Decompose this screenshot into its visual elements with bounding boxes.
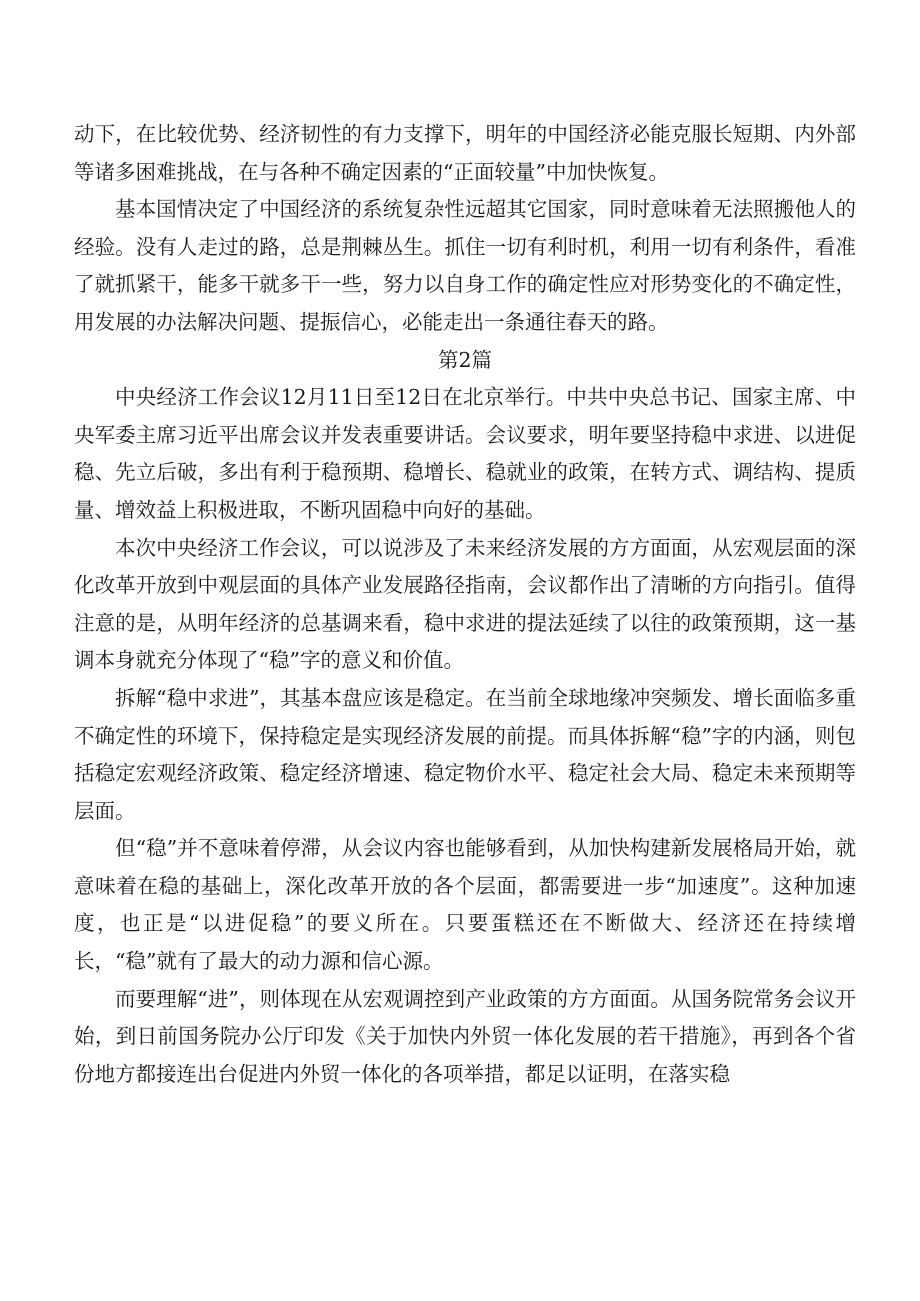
document-body xyxy=(74,116,856,1093)
section-heading: 第2篇 xyxy=(437,347,493,372)
paragraph: 本次中央经济工作会议，可以说涉及了未来经济发展的方方面面，从宏观层面的深化改革开放到中观层面的具体产业发展路径指南，会议都作出了清晰的方向指引。值得注意的是，从明年经济的总基调来看，稳中求进的提法延续了以往的政策预期，这一基调本身就充分体现了“稳”字的意义和价值。 xyxy=(74,535,856,673)
paragraph: 拆解“稳中求进”，其基本盘应该是稳定。在当前全球地缘冲突频发、增长面临多重不确定性的环境下，保持稳定是实现经济发展的前提。而具体拆解“稳”字的内涵，则包括稳定宏观经济政策、稳定经济增速、稳定物价水平、稳定社会大局、稳定未来预期等层面。 xyxy=(74,685,856,823)
paragraph-continued: 动下，在比较优势、经济韧性的有力支撑下，明年的中国经济必能克服长短期、内外部等诸多困难挑战，在与各种不确定因素的“正面较量”中加快恢复。 xyxy=(74,122,856,184)
paragraph: 中央经济工作会议12月11日至12日在北京举行。中共中央总书记、国家主席、中央军委主席习近平出席会议并发表重要讲话。会议要求，明年要坚持稳中求进、以进促稳、先立后破，多出有利于稳预期、稳增长、稳就业的政策，在转方式、调结构、提质量、增效益上积极进取，不断巩固稳中向好的基础。 xyxy=(74,385,856,522)
paragraph: 但“稳”并不意味着停滞，从会议内容也能够看到，从加快构建新发展格局开始，就意味着在稳的基础上，深化改革开放的各个层面，都需要进一步“加速度”。这种加速度，也正是“以进促稳”的要义所在。只要蛋糕还在不断做大、经济还在持续增长，“稳”就有了最大的动力源和信心源。 xyxy=(74,836,856,974)
paragraph: 基本国情决定了中国经济的系统复杂性远超其它国家，同时意味着无法照搬他人的经验。没有人走过的路，总是荆棘丛生。抓住一切有利时机，利用一切有利条件，看准了就抓紧干，能多干就多干一些，努力以自身工作的确定性应对形势变化的不确定性，用发展的办法解决问题、提振信心，必能走出一条通往春天的路。 xyxy=(74,197,856,334)
paragraph: 而要理解“进”，则体现在从宏观调控到产业政策的方方面面。从国务院常务会议开始，到日前国务院办公厅印发《关于加快内外贸一体化发展的若干措施》，再到各个省份地方都接连出台促进内外贸一体化的各项举措，都足以证明，在落实稳 xyxy=(74,986,856,1086)
